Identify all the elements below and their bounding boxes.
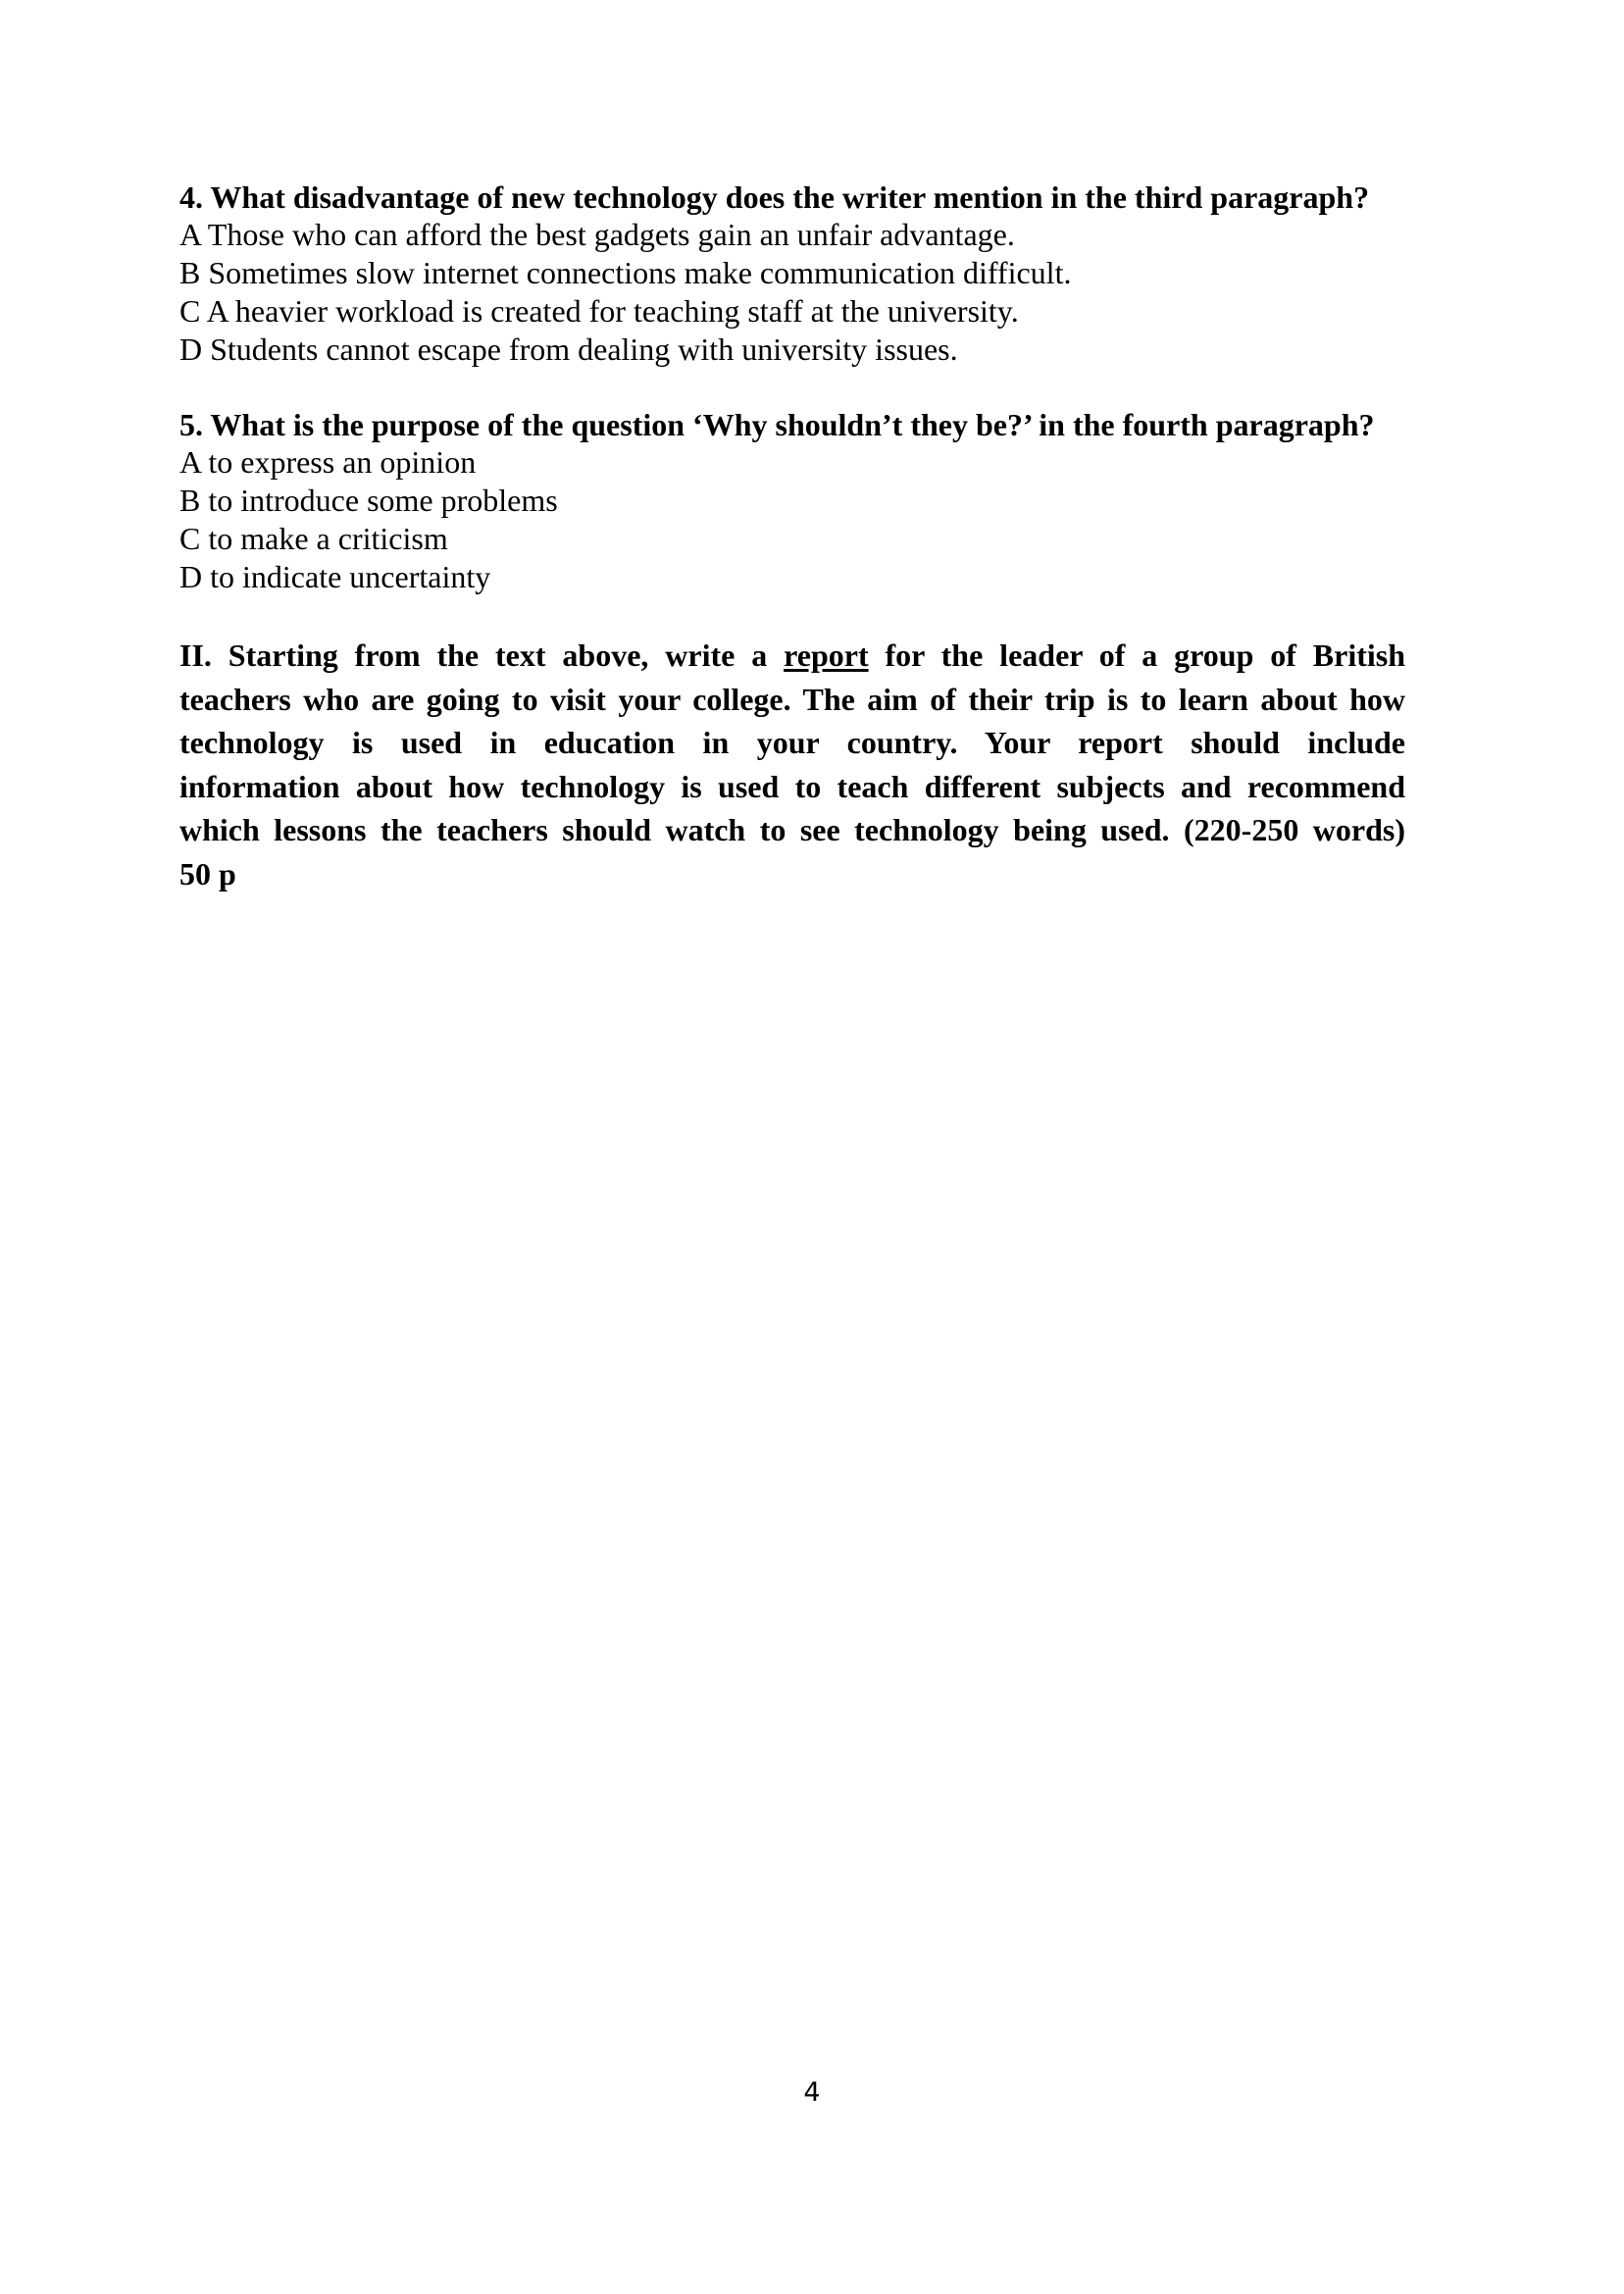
question-5 xyxy=(179,406,1405,596)
writing-task xyxy=(179,634,1405,895)
question-4-title: 4. What disadvantage of new technology does the writer mention in the third paragraph? xyxy=(179,179,1370,215)
writing-task-intro: II. Starting from the text above, write a xyxy=(179,637,768,673)
writing-task-line-3: technology is used in education in your country. Your report should include xyxy=(179,725,1405,760)
writing-task-line-2: teachers who are going to visit your college. The aim of their trip is to learn about how xyxy=(179,681,1405,717)
writing-task-line-1 xyxy=(179,634,1405,678)
writing-task-line-5: which lessons the teachers should watch to see technology being used. (220-250 words) xyxy=(179,812,1405,847)
page-number: 4 xyxy=(803,2077,821,2108)
question-5-option-d: D to indicate uncertainty xyxy=(179,559,491,594)
question-5-option-a: A to express an opinion xyxy=(179,444,477,480)
question-4-option-d: D Students cannot escape from dealing with university issues. xyxy=(179,331,958,367)
page-content xyxy=(179,178,1405,895)
writing-task-line-4: information about how technology is used to teach different subjects and recommend xyxy=(179,768,1405,804)
writing-task-line-1-end: for the leader of a group of British xyxy=(885,637,1406,673)
question-4-option-c: C A heavier workload is created for teaching staff at the university. xyxy=(179,293,1019,329)
question-5-option-c: C to make a criticism xyxy=(179,521,448,556)
writing-task-points: 50 p xyxy=(179,855,236,892)
question-5-title: 5. What is the purpose of the question ‘Why shouldn’t they be?’ in the fourth paragraph? xyxy=(179,407,1375,442)
report-keyword: report xyxy=(784,637,869,673)
question-4 xyxy=(179,178,1405,369)
question-4-option-b: B Sometimes slow internet connections make communication difficult. xyxy=(179,255,1072,290)
question-4-option-a: A Those who can afford the best gadgets gain an unfair advantage. xyxy=(179,217,1015,252)
question-5-option-b: B to introduce some problems xyxy=(179,483,558,518)
